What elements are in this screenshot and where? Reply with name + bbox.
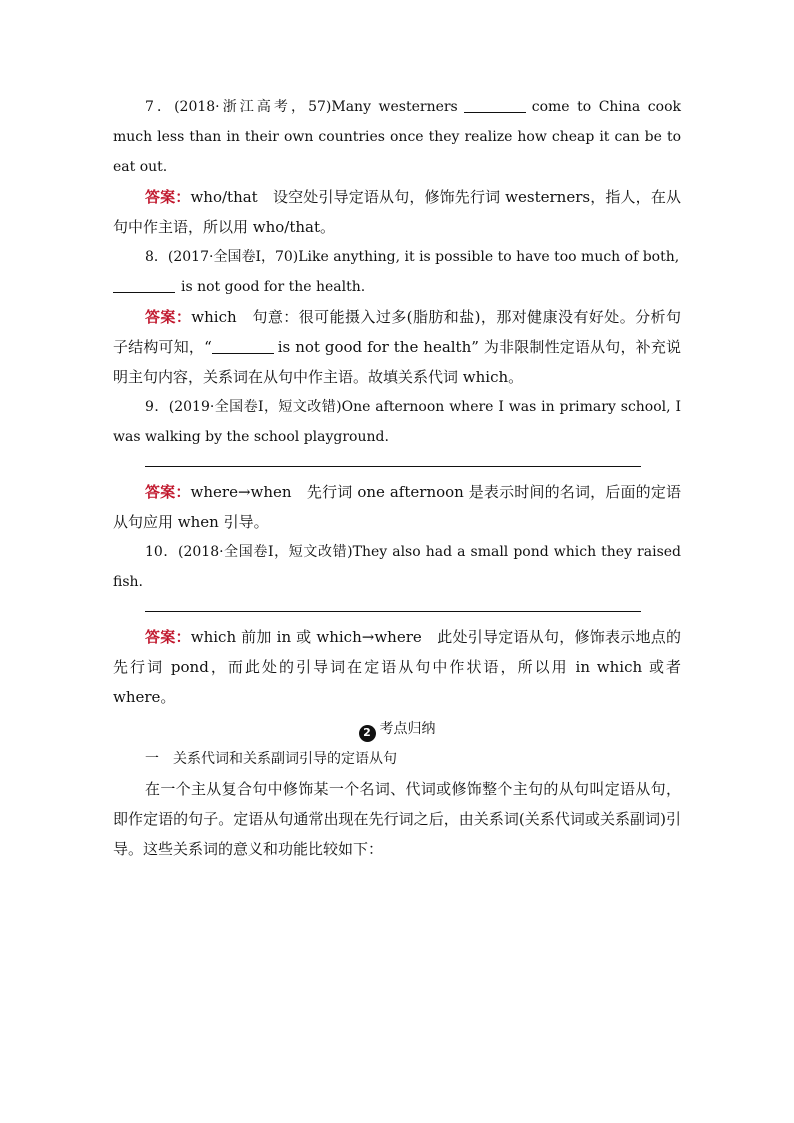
fill-blank: [113, 278, 175, 293]
question-8-answer: [113, 302, 681, 392]
question-7-stem-b: come to China cook much less than in their own countries once they realize how cheap it can be to eat out.: [113, 99, 681, 175]
question-8: [113, 242, 681, 302]
question-8-stem-b: is not good for the health.: [181, 279, 366, 295]
question-9: [113, 392, 681, 452]
question-9-stem: 9．(2019·全国卷Ⅰ，短文改错)One afternoon where I was in primary school, I was walking by the school playground.: [113, 399, 681, 445]
section-title: 考点归纳: [379, 721, 436, 737]
document-page: [113, 92, 681, 864]
answer-label: 答案：: [145, 188, 191, 206]
question-8-stem-a: 8．(2017·全国卷Ⅰ，70)Like anything, it is possible to have too much of both,: [145, 249, 680, 265]
subsection-title: 一 关系代词和关系副词引导的定语从句: [145, 751, 397, 767]
answer-label: 答案：: [145, 483, 191, 501]
answer-label: 答案：: [145, 628, 191, 646]
fill-blank: [464, 98, 526, 113]
intro-paragraph: 在一个主从复合句中修饰某一个名词、代词或修饰整个主句的从句叫定语从句，即作定语的句子。定语从句通常出现在先行词之后，由关系词(关系代词或关系副词)引导。这些关系词的意义和功能比较如下：: [113, 780, 681, 858]
question-9-answer-text: where→when 先行词 one afternoon 是表示时间的名词，后面的定语从句应用 when 引导。: [113, 483, 681, 531]
section-number-badge: 2: [359, 725, 376, 742]
fill-blank: [212, 339, 274, 354]
question-8-answer-a: which 句意：很可能摄入过多(脂肪和盐)，那对健康没有好处。分析句子结构可知，“: [113, 308, 681, 356]
question-7: [113, 92, 681, 182]
answer-label: 答案：: [145, 308, 192, 326]
question-7-answer: [113, 182, 681, 242]
question-7-answer-text: who/that 设空处引导定语从句，修饰先行词 westerners，指人，在从句中作主语，所以用 who/that。: [113, 188, 681, 236]
question-10-answer-text: which 前加 in 或 which→where 此处引导定语从句，修饰表示地点的先行词 pond，而此处的引导词在定语从句中作状语，所以用 in which 或者 where。: [113, 628, 681, 706]
question-10-answer: [113, 622, 681, 712]
question-7-stem-a: 7．(2018·浙江高考，57)Many westerners: [145, 99, 458, 115]
question-10-stem: 10．(2018·全国卷Ⅰ，短文改错)They also had a small pond which they raised fish.: [113, 544, 681, 590]
answer-line: [145, 611, 641, 612]
answer-line: [145, 466, 641, 467]
question-8-answer-b: is not good for the health” 为非限制性定语从句，补充说明主句内容，关系词在从句中作主语。故填关系代词 which。: [113, 338, 682, 386]
section-header: [113, 714, 681, 744]
question-10: [113, 537, 681, 597]
question-9-answer: [113, 477, 681, 537]
